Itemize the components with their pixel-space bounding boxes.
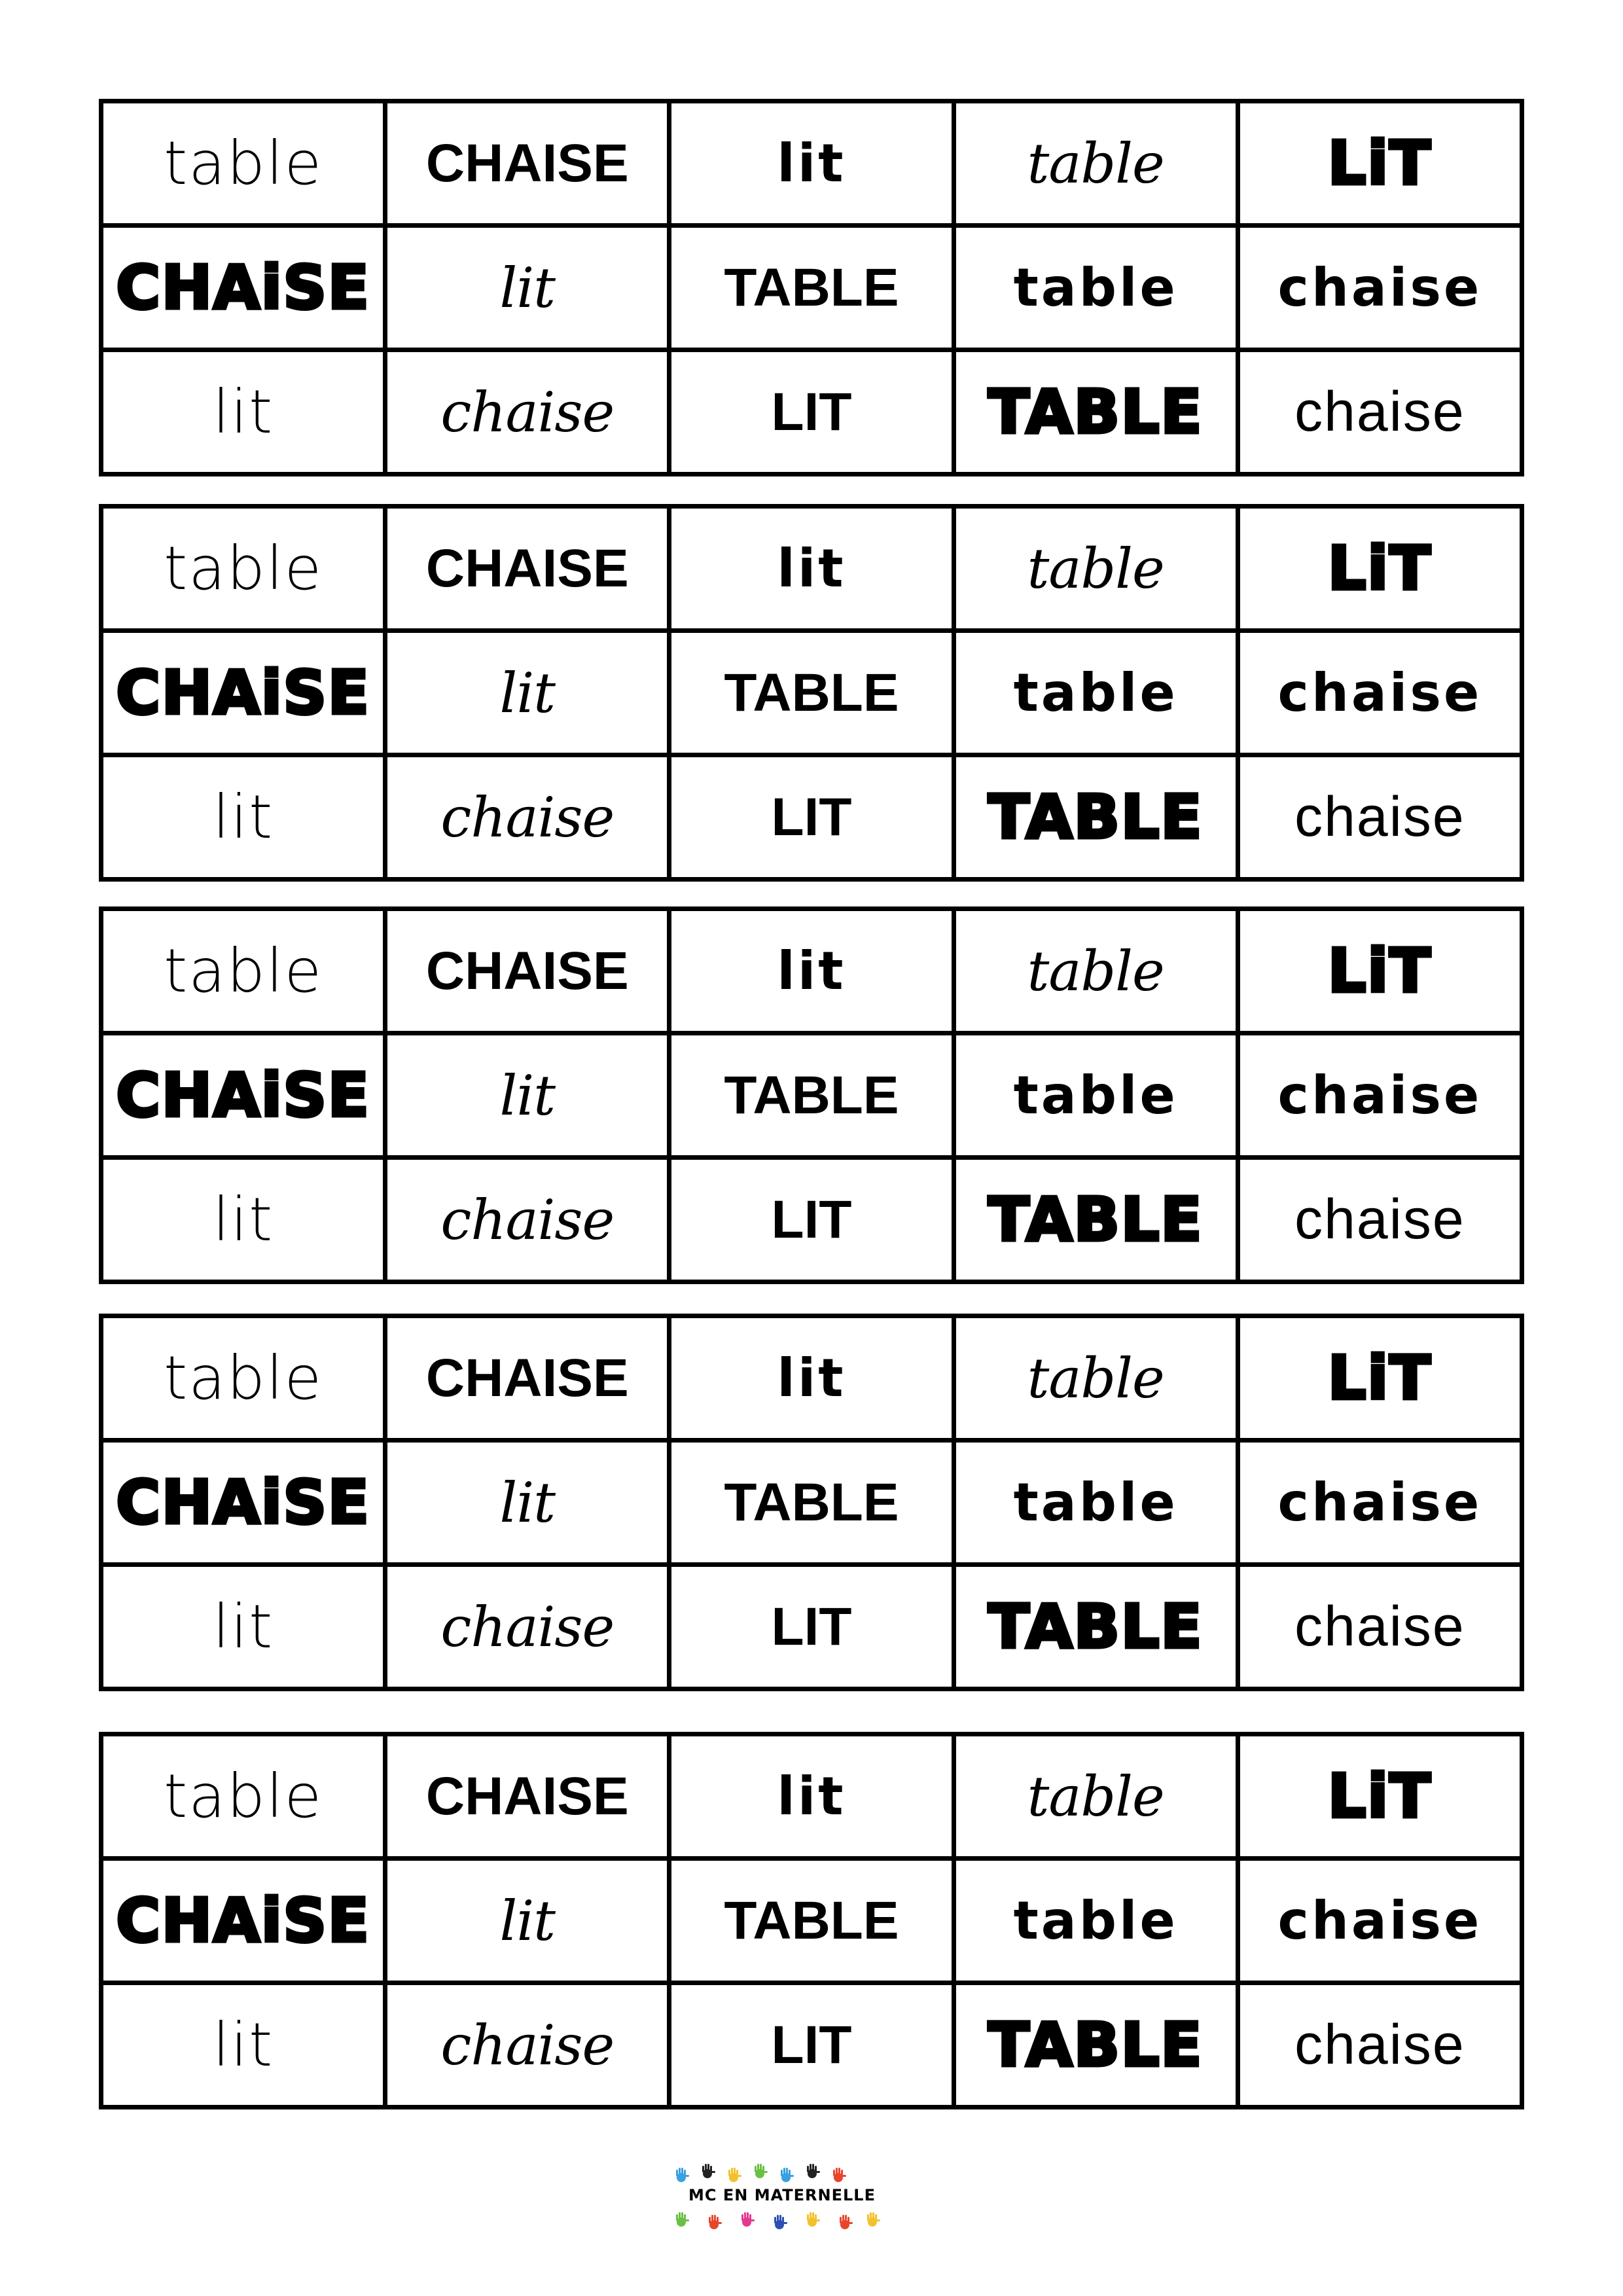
hand-icon	[673, 2166, 690, 2183]
word-cell: table	[101, 507, 385, 631]
hand-icon	[725, 2166, 742, 2183]
word-cell: chaise	[385, 1983, 669, 2108]
hand-icon	[738, 2211, 755, 2228]
word-cell: lit	[669, 1316, 954, 1441]
grid-row	[101, 1565, 1522, 1689]
word-cell: table	[954, 226, 1238, 350]
word-cell: table	[101, 101, 385, 226]
word-cell: lit	[101, 1158, 385, 1282]
mc-en-maternelle-logo	[668, 2160, 897, 2232]
hand-icon	[864, 2211, 881, 2228]
grid-row	[101, 1441, 1522, 1565]
word-cell: TABLE	[669, 226, 954, 350]
word-cell: lit	[385, 1441, 669, 1565]
hand-icon	[699, 2162, 716, 2179]
hand-icon	[751, 2162, 768, 2179]
word-cell: lit	[385, 631, 669, 755]
word-cell: table	[954, 1316, 1238, 1441]
grid-row	[101, 909, 1522, 1033]
word-cell: TABLE	[669, 1859, 954, 1983]
word-cell: LiT	[1238, 909, 1522, 1033]
word-cell: table	[954, 1033, 1238, 1158]
word-grid	[99, 1314, 1524, 1691]
word-cell: LIT	[669, 755, 954, 880]
grid-row	[101, 1734, 1522, 1859]
word-cell: chaise	[385, 1158, 669, 1282]
grid-row	[101, 1033, 1522, 1158]
word-cell: CHAISE	[385, 101, 669, 226]
word-cell: TABLE	[669, 631, 954, 755]
word-cell: CHAISE	[385, 909, 669, 1033]
word-cell: chaise	[1238, 1441, 1522, 1565]
word-cell: lit	[101, 1983, 385, 2108]
word-cell: lit	[385, 1033, 669, 1158]
word-cell: TABLE	[954, 350, 1238, 475]
word-cell: CHAiSE	[101, 226, 385, 350]
hand-icon	[836, 2214, 853, 2231]
grid-row	[101, 1316, 1522, 1441]
word-cell: table	[101, 1734, 385, 1859]
word-cell: lit	[669, 1734, 954, 1859]
word-cell: table	[954, 507, 1238, 631]
word-cell: LiT	[1238, 101, 1522, 226]
word-cell: table	[954, 1441, 1238, 1565]
word-cell: LiT	[1238, 507, 1522, 631]
hand-icon	[705, 2214, 722, 2231]
word-cell: lit	[385, 1859, 669, 1983]
hand-icon	[804, 2211, 821, 2228]
word-cell: LIT	[669, 1983, 954, 2108]
word-cell: chaise	[1238, 1859, 1522, 1983]
hand-icon	[673, 2211, 690, 2228]
word-cell: TABLE	[954, 755, 1238, 880]
word-cell: LIT	[669, 1158, 954, 1282]
word-cell: table	[954, 909, 1238, 1033]
word-cell: table	[954, 101, 1238, 226]
grid-row	[101, 631, 1522, 755]
word-cell: LIT	[669, 350, 954, 475]
word-cell: CHAiSE	[101, 1859, 385, 1983]
word-cell: chaise	[1238, 631, 1522, 755]
word-cell: lit	[101, 755, 385, 880]
word-cell: TABLE	[669, 1033, 954, 1158]
word-cell: CHAiSE	[101, 1441, 385, 1565]
hand-icon	[777, 2166, 794, 2183]
word-cell: TABLE	[669, 1441, 954, 1565]
word-cell: table	[954, 631, 1238, 755]
word-cell: chaise	[1238, 1158, 1522, 1282]
hand-icon	[804, 2162, 821, 2179]
word-cell: lit	[101, 350, 385, 475]
grid-row	[101, 226, 1522, 350]
word-cell: LiT	[1238, 1316, 1522, 1441]
word-grid	[99, 99, 1524, 476]
word-cell: CHAiSE	[101, 631, 385, 755]
word-cell: CHAISE	[385, 507, 669, 631]
word-cell: CHAISE	[385, 1316, 669, 1441]
word-cell: lit	[101, 1565, 385, 1689]
word-cell: lit	[669, 507, 954, 631]
grid-row	[101, 1859, 1522, 1983]
word-grid	[99, 906, 1524, 1284]
word-cell: chaise	[1238, 226, 1522, 350]
word-grid	[99, 1732, 1524, 2109]
word-cell: lit	[669, 909, 954, 1033]
word-cell: LIT	[669, 1565, 954, 1689]
grid-row	[101, 1983, 1522, 2108]
word-cell: TABLE	[954, 1565, 1238, 1689]
word-cell: table	[101, 1316, 385, 1441]
word-cell: CHAiSE	[101, 1033, 385, 1158]
grid-row	[101, 507, 1522, 631]
word-cell: chaise	[385, 350, 669, 475]
word-cell: CHAISE	[385, 1734, 669, 1859]
grid-row	[101, 101, 1522, 226]
hand-icon	[830, 2166, 847, 2183]
word-cell: TABLE	[954, 1158, 1238, 1282]
word-cell: TABLE	[954, 1983, 1238, 2108]
word-cell: chaise	[385, 755, 669, 880]
word-cell: lit	[669, 101, 954, 226]
word-cell: table	[954, 1734, 1238, 1859]
word-cell: lit	[385, 226, 669, 350]
word-cell: chaise	[1238, 350, 1522, 475]
grid-row	[101, 350, 1522, 475]
word-cell: table	[101, 909, 385, 1033]
word-cell: chaise	[385, 1565, 669, 1689]
word-cell: table	[954, 1859, 1238, 1983]
grid-row	[101, 755, 1522, 880]
word-grid	[99, 504, 1524, 882]
word-cell: chaise	[1238, 1565, 1522, 1689]
grid-row	[101, 1158, 1522, 1282]
word-cell: LiT	[1238, 1734, 1522, 1859]
hand-icon	[771, 2214, 788, 2231]
logo-text: MC EN MATERNELLE	[688, 2186, 876, 2204]
word-cell: chaise	[1238, 1033, 1522, 1158]
word-cell: chaise	[1238, 755, 1522, 880]
word-cell: chaise	[1238, 1983, 1522, 2108]
